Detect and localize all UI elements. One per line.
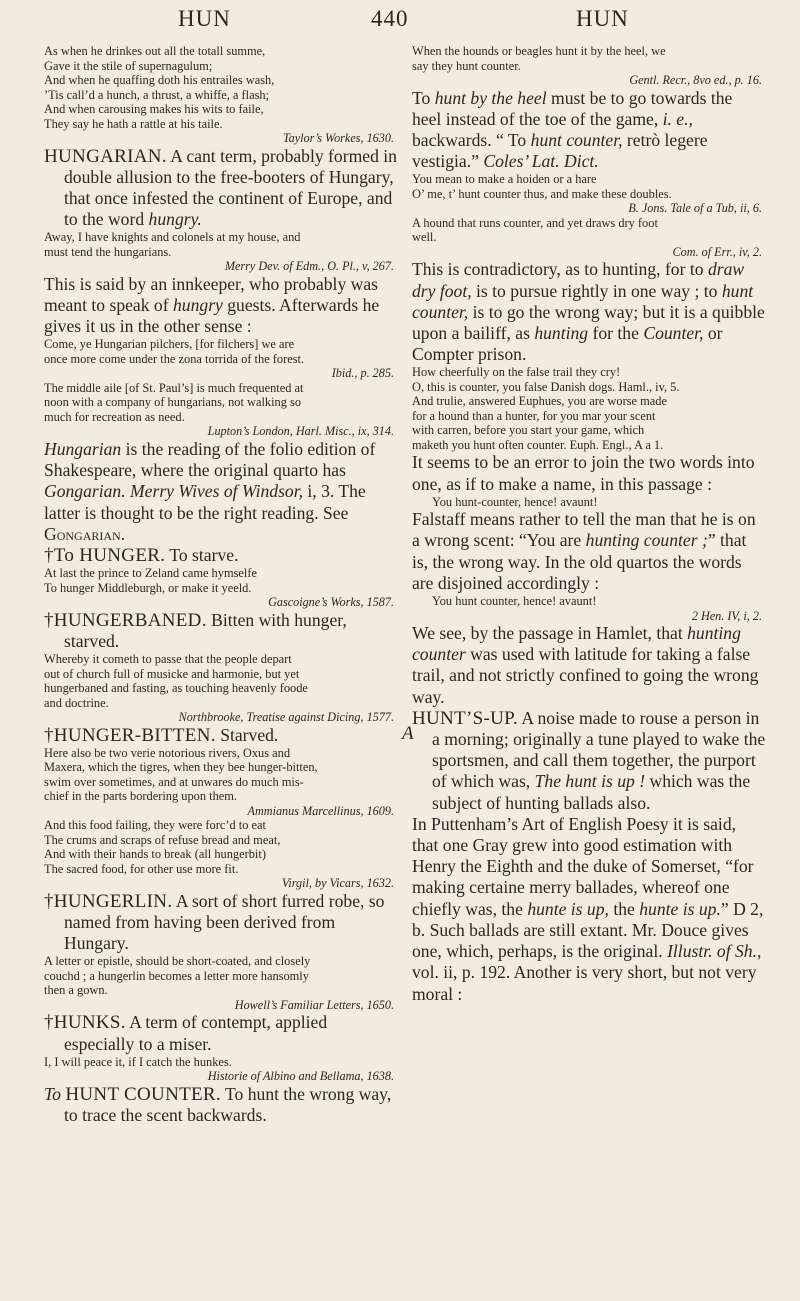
header-guide-word-left: HUN: [178, 6, 231, 31]
entry-hunger: †To HUNGER. To starve.: [44, 544, 239, 566]
paragraph: Hungarian is the reading of the folio edition of Shakespeare, where the original quarto has Gongarian. Merry Wives of Windsor, i, 3. The latter is thought to be the right reading. See Gongarian.: [44, 438, 376, 544]
citation: Virgil, by Vicars, 1632.: [281, 876, 394, 891]
headword: HUNGARIAN.: [44, 145, 167, 167]
cross-reference: Gongarian.: [44, 523, 126, 544]
quotation: Here also be two verie notorious rivers, Oxus and Maxera, which the tigres, when they bee hunger-bitten, swim over sometimes, and at unwares do much mis- chief in the parts bordering upon them.: [44, 745, 318, 804]
quotation: At last the prince to Zeland came hymselfe To hunger Middleburgh, or make it yeeld.: [44, 566, 257, 595]
headword: HUNT’S-UP.: [412, 707, 518, 729]
quotation: Away, I have knights and colonels at my house, and must tend the hungarians.: [44, 230, 301, 259]
quotation: You hunt-counter, hence! avaunt!: [432, 494, 598, 509]
paragraph: We see, by the passage in Hamlet, that hunting counter was used with latitude for taking a false trail, and not strictly confined to going the wrong way.: [412, 623, 759, 707]
citation: Lupton’s London, Harl. Misc., ix, 314.: [207, 424, 394, 439]
quotation: A hound that runs counter, and yet draws dry foot well.: [412, 215, 658, 245]
entry-hungarian: HUNGARIAN. A cant term, probably formed in double allusion to the free-booters of Hungary, that once infested the continent of Europe, and to the word hungry.: [44, 145, 397, 230]
entry-hungerbaned: †HUNGERBANED. Bitten with hunger, starved.: [44, 609, 347, 651]
quotation: You mean to make a hoiden or a hare O’ me, t’ hunt counter thus, and make these doubles.: [412, 172, 672, 201]
headword: †HUNKS.: [44, 1012, 126, 1034]
headword: HUNT COUNTER.: [65, 1083, 221, 1105]
running-header: [0, 0, 800, 40]
entry-hunks: †HUNKS. A term of contempt, applied especially to a miser.: [44, 1012, 328, 1054]
paragraph: To hunt by the heel must be to go towards the heel instead of the toe of the game, i. e., backwards. “ To hunt counter, retrò legere vestigia.” Coles’ Lat. Dict.: [412, 87, 733, 172]
quotation: A letter or epistle, should be short-coated, and closely couchd ; a hungerlin becomes a letter more hansomly then a gown.: [44, 954, 311, 998]
quotation: How cheerfully on the false trail they cry! O, this is counter, you false Danish dogs. Haml., iv, 5. And trulie, answered Euphues, you are worse made for a hound than a hunter, for you mar your scent with carren, before you start your game, which maketh you hunt often counter. Euph. Engl., A a 1.: [412, 365, 680, 452]
citation: 2 Hen. IV, i, 2.: [691, 608, 762, 623]
citation: Gentl. Recr., 8vo ed., p. 16.: [629, 73, 762, 87]
paragraph: It seems to be an error to join the two words into one, as if to make a name, in this passage :: [412, 452, 755, 494]
quotation: You hunt counter, hence! avaunt!: [432, 594, 597, 609]
margin-mark: A: [402, 723, 414, 744]
quotation: Whereby it cometh to passe that the people depart out of church full of musicke and harmonie, but yet hungerbaned and fasting, as touching heavenly foode and doctrine.: [44, 652, 308, 710]
paragraph: This is contradictory, as to hunting, for to draw dry foot, is to pursue rightly in one way ; to hunt counter, is to go the wrong way; but it is a quibble upon a bailiff, as hunting for the Counter, or Compter prison.: [412, 259, 765, 365]
paragraph: This is said by an innkeeper, who probably was meant to speak of hungry guests. Afterwards he gives it us in the other sense :: [44, 273, 380, 337]
entry-hunts-up: HUNT’S-UP. A noise made to rouse a person in a morning; originally a tune played to wake the sportsmen, and call them together, the purport of which was, The hunt is up ! which was the subject of hunting ballads also.: [412, 707, 766, 813]
citation: Ammianus Marcellinus, 1609.: [247, 803, 394, 818]
citation: Historie of Albino and Bellama, 1638.: [207, 1069, 394, 1084]
headword: †HUNGERLIN.: [44, 890, 173, 912]
left-column: [44, 44, 398, 1284]
page-number: 440: [371, 6, 409, 31]
citation: Howell’s Familiar Letters, 1650.: [234, 997, 394, 1012]
paragraph: In Puttenham’s Art of English Poesy it is said, that one Gray grew into good estimation with Henry the Eighth and the duke of Somerset, “for making certaine merry ballades, whereof one chiefly was, the hunte is up, the hunte is up.” D 2, b. Such ballads are still extant. Mr. Douce gives one, which, perhaps, is the original. Illustr. of Sh., vol. ii, p. 192. Another is very short, but not very moral :: [412, 813, 764, 1004]
quotation: When the hounds or beagles hunt it by the heel, we say they hunt counter.: [412, 44, 666, 73]
headword: †HUNGER-BITTEN.: [44, 724, 216, 746]
quotation: The middle aile [of St. Paul’s] is much frequented at noon with a company of hungarians, not walking so much for recreation as need.: [44, 380, 304, 424]
quotation-taylor: As when he drinkes out all the totall summe, Gave it the stile of supernagulum; And when he quaffing doth his entrailes wash, ’Tis call’d a hunch, a thrust, a whiffe, a flash; And when carousing makes his wits to faile, They say he hath a rattle at his taile.: [44, 44, 275, 131]
entry-hunt-counter: To HUNT COUNTER. To hunt the wrong way, to trace the scent backwards.: [44, 1083, 392, 1125]
paragraph: Falstaff means rather to tell the man that he is on a wrong scent: “You are hunting counter ;” that is, the wrong way. In the old quartos the words are disjoined accordingly :: [412, 509, 756, 593]
citation: Merry Dev. of Edm., O. Pl., v, 267.: [224, 259, 394, 274]
citation: Gascoigne’s Works, 1587.: [268, 595, 394, 610]
header-guide-word-right: HUN: [576, 6, 629, 31]
citation: B. Jons. Tale of a Tub, ii, 6.: [628, 201, 762, 216]
quotation: And this food failing, they were forc’d to eat The crums and scraps of refuse bread and meat, And with their hands to break (all hungerbit) The sacred food, for other use more fit.: [44, 818, 281, 876]
headword: †HUNGERBANED.: [44, 609, 207, 631]
citation: Northbrooke, Treatise against Dicing, 1577.: [178, 710, 394, 725]
entry-hungerlin: †HUNGERLIN. A sort of short furred robe, so named from having been derived from Hungary.: [44, 890, 385, 954]
citation: Taylor’s Workes, 1630.: [282, 131, 394, 145]
quotation: I, I will peace it, if I catch the hunkes.: [44, 1054, 232, 1069]
right-column: [412, 44, 766, 1284]
citation: Com. of Err., iv, 2.: [672, 244, 762, 259]
headword: †To HUNGER.: [44, 544, 166, 566]
quotation: Come, ye Hungarian pilchers, [for filchers] we are once more come under the zona torrida of the forest.: [44, 337, 305, 366]
entry-hunger-bitten: †HUNGER-BITTEN. Starved.: [44, 724, 279, 746]
citation: Ibid., p. 285.: [331, 366, 394, 381]
